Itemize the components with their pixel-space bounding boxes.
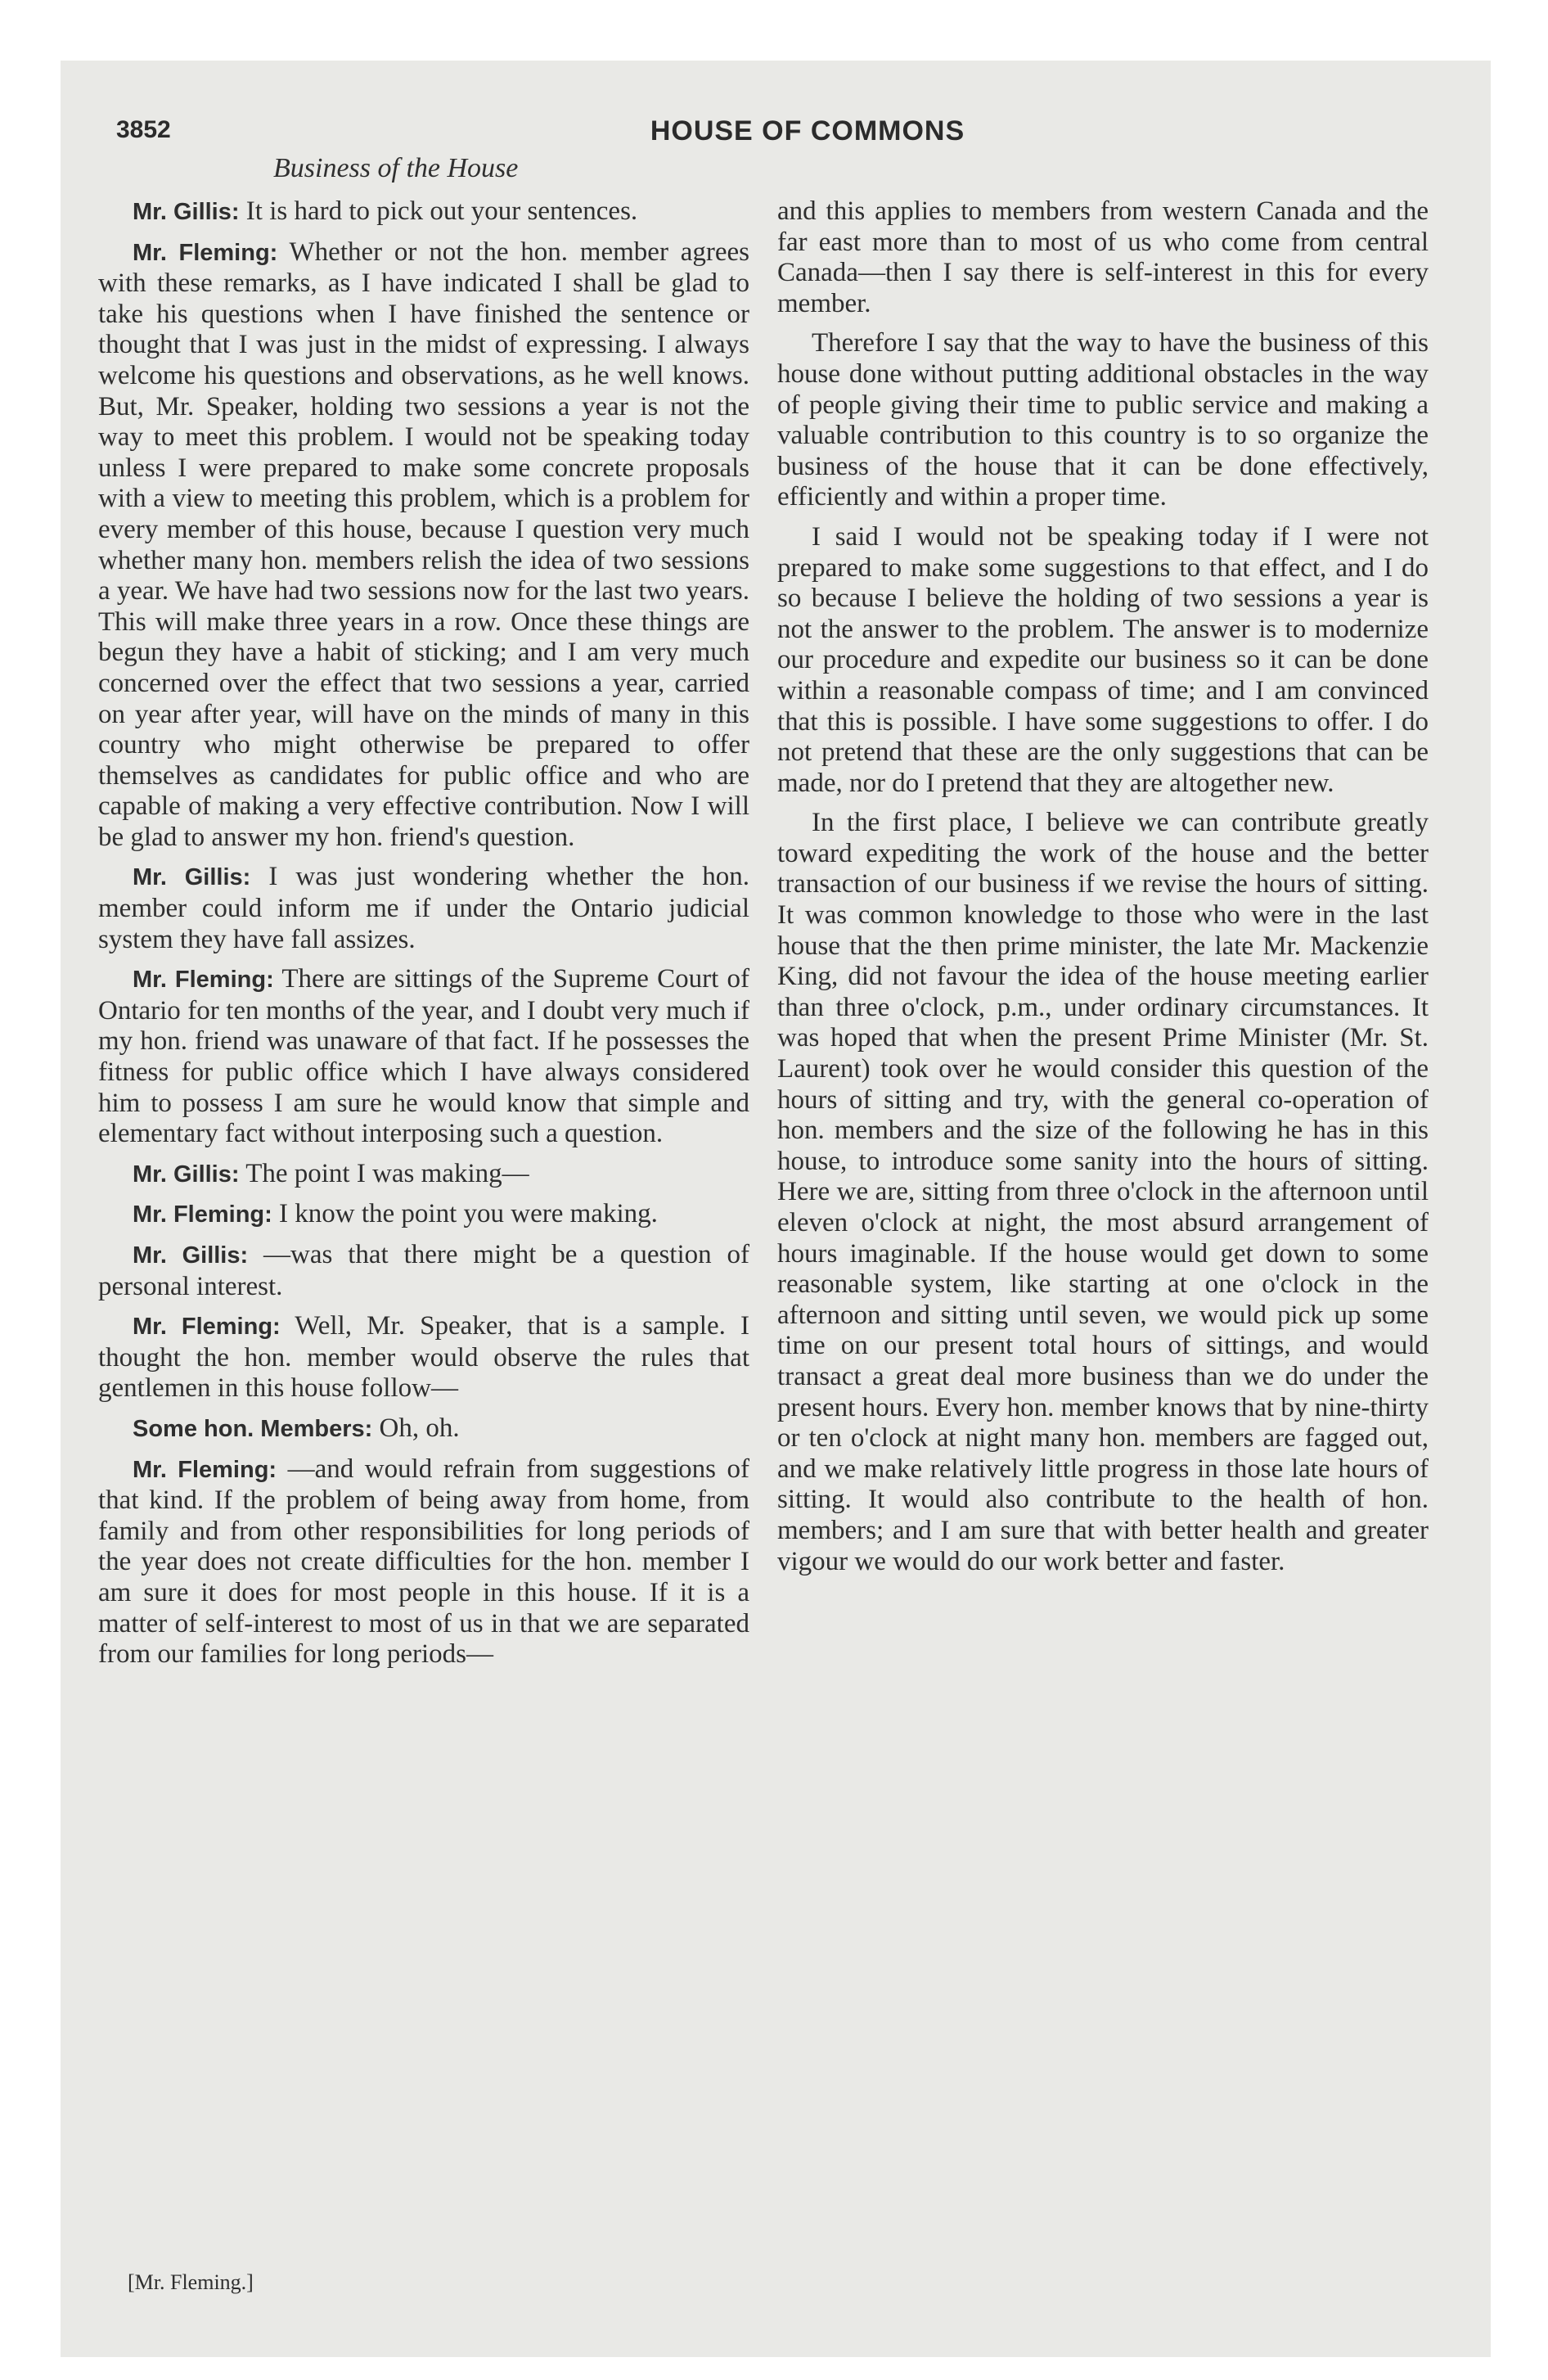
paragraph xyxy=(98,196,749,228)
paragraph-text: Whether or not the hon. member agrees with these remarks, as I have indicated I shall be glad to take his questions when I have finished the sentence or thought that I was just in the midst of expressing. I always welcome his questions and observations, as he well knows. But, Mr. Speaker, holding two sessions a year is not the way to meet this problem. I would not be speaking today unless I were prepared to make some concrete proposals with a view to meeting this problem, which is a problem for every member of this house, because I question very much whether many hon. members relish the idea of two sessions a year. We have had two sessions now for the last two years. This will make three years in a row. Once these things are begun they have a habit of sticking; and I am very much concerned over the effect that two sessions a year, carried on year after year, will have on the minds of many in this country who might otherwise be prepared to offer themselves as candidates for public office and who are capable of making a very effective contribution. Now I will be glad to answer my hon. friend's question. xyxy=(98,237,749,852)
speaker-name: Mr. Fleming: xyxy=(133,1456,277,1483)
speaker-name: Mr. Gillis: xyxy=(133,199,240,225)
paragraph xyxy=(98,1454,749,1670)
section-title: Business of the House xyxy=(273,153,519,183)
paragraph-text: There are sittings of the Supreme Court of Ontario for ten months of the year, and I doubt very much if my hon. friend was unaware of that fact. If he possesses the fitness for public office which I have always considered him to possess I am sure he would know that simple and elementary fact without interposing such a question. xyxy=(98,964,749,1149)
paragraph xyxy=(98,1413,749,1445)
page-number: 3852 xyxy=(116,116,171,143)
paragraph-text: Oh, oh. xyxy=(379,1413,460,1443)
speaker-name: Mr. Gillis: xyxy=(133,864,251,891)
right-column xyxy=(777,196,1429,1586)
speaker-name: Mr. Fleming: xyxy=(133,1314,281,1341)
paragraph xyxy=(98,237,749,854)
left-column xyxy=(98,196,749,1679)
paragraph-text: —and would refrain from suggestions of that kind. If the problem of being away from home, from family and from other responsibilities for long periods of the year does not create difficulties for the hon. member I am sure it does for most people in this house. If it is a matter of self-interest to most of us in that we are separated from our families for long periods— xyxy=(98,1454,749,1670)
speaker-name: Mr. Fleming: xyxy=(133,967,274,994)
paragraph-continuation: and this applies to members from western Canada and the far east more than to most of us who come from central Canada—then I say there is self-interest in this for every member. xyxy=(777,196,1429,318)
speaker-name: Mr. Fleming: xyxy=(133,239,278,266)
speaker-name: Mr. Gillis: xyxy=(133,1161,240,1188)
paragraph-text: —was that there might be a question of personal interest. xyxy=(98,1240,750,1301)
paragraph xyxy=(98,1240,749,1302)
paragraph: Therefore I say that the way to have the business of this house done without putting additional obstacles in the way of people giving their time to public service and making a valuable contribution to this country is to so organize the business of the house that it can be done effectively, efficiently and within a proper time. xyxy=(777,328,1429,512)
paragraph: In the first place, I believe we can contribute greatly toward expediting the work of the house and the better transaction of our business if we revise the hours of sitting. It was common knowledge to those who were in the last house that the then prime minister, the late Mr. Mackenzie King, did not favour the idea of the house meeting earlier than three o'clock, p.m., under ordinary circumstances. It was hoped that when the present Prime Minister (Mr. St. Laurent) took over he would consider this question of the hours of sitting and try, with the general co-operation of hon. members and the size of the following he has in this house, to introduce some sanity into the hours of sitting. Here we are, sitting from three o'clock in the afternoon until eleven o'clock at night, the most absurd arrangement of hours imaginable. If the house would get down to some reasonable system, like starting at one o'clock in the afternoon and sitting until seven, we would pick up some time on our present total hours of sittings, and would transact a great deal more business than we do under the present hours. Every hon. member knows that by nine-thirty or ten o'clock at night many hon. members are fagged out, and we make relatively little progress in those late hours of sitting. It would also contribute to the health of hon. members; and I am sure that with better health and greater vigour we would do our work better and faster. xyxy=(777,808,1429,1576)
running-title: HOUSE OF COMMONS xyxy=(650,115,965,146)
speaker-name: Mr. Gillis: xyxy=(133,1242,249,1269)
paragraph xyxy=(98,964,749,1150)
paragraph: I said I would not be speaking today if I were not prepared to make some suggestions to that effect, and I do so because I believe the holding of two sessions a year is not the answer to the problem. The answer is to modernize our procedure and expedite our business so it can be done within a reasonable compass of time; and I am convinced that this is possible. I have some suggestions to offer. I do not pretend that these are the only suggestions that can be made, nor do I pretend that they are altogether new. xyxy=(777,521,1429,798)
speaker-name: Some hon. Members: xyxy=(133,1415,373,1442)
paragraph-text: Well, Mr. Speaker, that is a sample. I thought the hon. member would observe the rules that gentlemen in this house follow— xyxy=(98,1311,749,1404)
footer-speaker-note: [Mr. Fleming.] xyxy=(128,2270,254,2294)
speaker-name: Mr. Fleming: xyxy=(133,1201,272,1228)
paragraph xyxy=(98,1199,749,1231)
paragraph xyxy=(98,862,749,955)
paragraph-text: The point I was making— xyxy=(245,1158,529,1188)
paragraph-text: I was just wondering whether the hon. member could inform me if under the Ontario judicial system they have fall assizes. xyxy=(98,862,749,954)
paragraph-text: I know the point you were making. xyxy=(279,1199,658,1229)
paragraph-text: It is hard to pick out your sentences. xyxy=(245,196,638,226)
paragraph xyxy=(98,1311,749,1404)
paragraph xyxy=(98,1159,749,1191)
